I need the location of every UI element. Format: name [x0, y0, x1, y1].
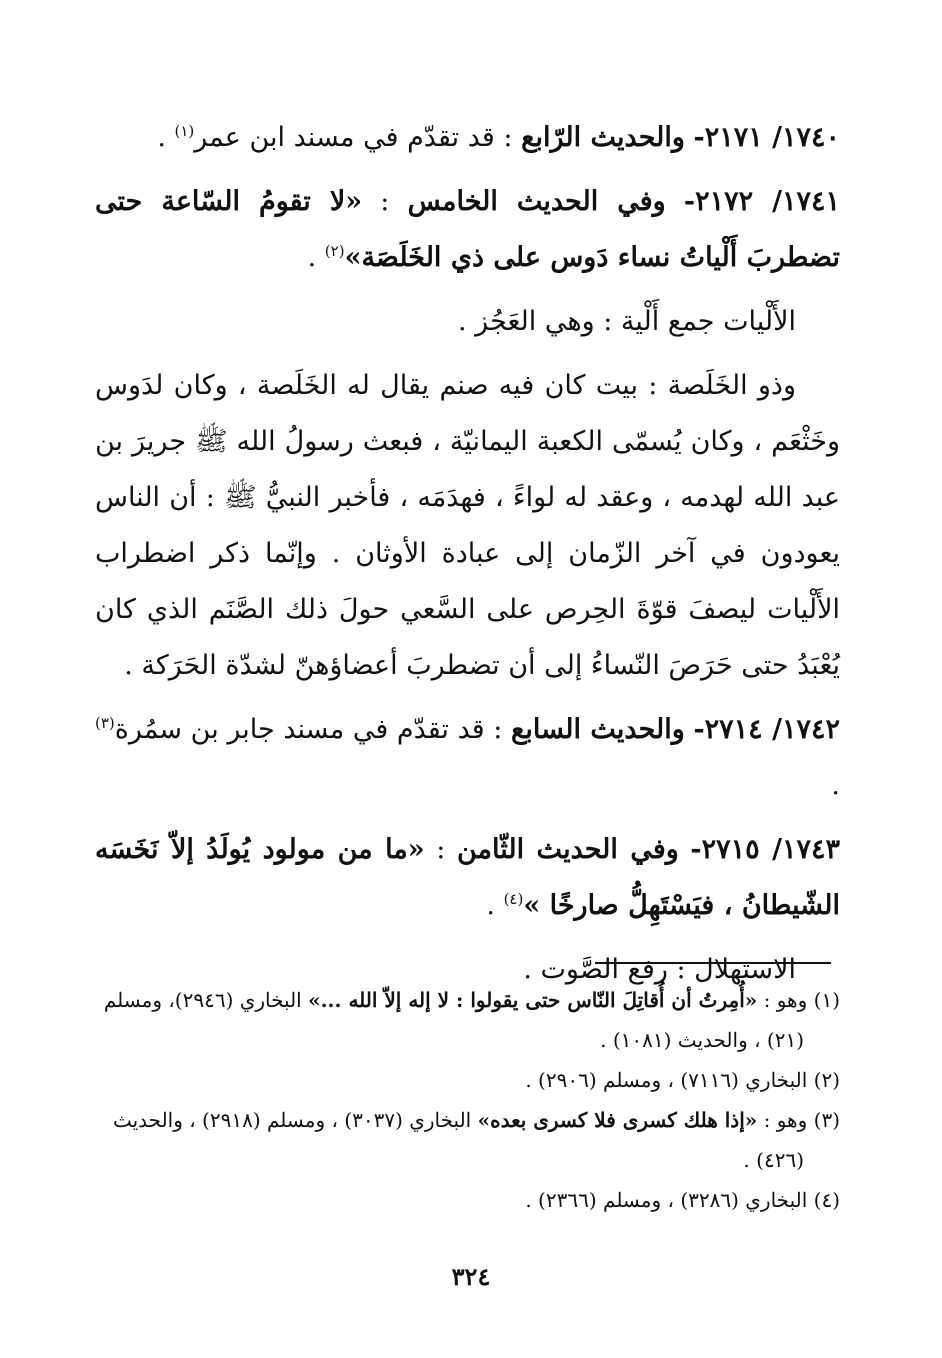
entry-end: .	[307, 242, 325, 273]
footnote-ref: (٣)	[95, 714, 115, 732]
hadith-quote: «لا تقومُ السّاعة حتى تضطربَ أَلْياتُ نساء دَوس على ذي الخَلَصَة»	[95, 186, 840, 273]
footnotes	[95, 980, 840, 1220]
main-text	[95, 110, 840, 998]
hadith-entry-1740	[95, 110, 840, 166]
entry-label: والحديث الرّابع	[521, 122, 685, 153]
entry-label: وفي الحديث الثّامن	[457, 834, 679, 865]
entry-text: : قد تقدّم في مسند ابن عمر	[194, 122, 513, 153]
footnote-text: البخاري (٣٢٨٦) ، ومسلم (٢٣٦٦) .	[525, 1188, 808, 1212]
entry-number: ١٧٤٢/ ٢٧١٤-	[693, 714, 840, 745]
footnote-divider	[595, 962, 831, 964]
footnote-ref: (١)	[174, 122, 195, 140]
entry-text: : قد تقدّم في مسند جابر بن سمُرة	[114, 714, 503, 745]
footnote-after: البخاري (٢٩٤٦)، ومسلم (٢١) ، والحديث (١٠٨١) .	[103, 988, 804, 1052]
gloss-alyat: الأَلْيات جمع أَلْية : وهي العَجُز .	[458, 306, 796, 337]
footnote-quote: «أُمِرتُ أن أُقاتِلَ النّاس حتى يقولوا : لا إله إلاّ الله ...»	[308, 988, 758, 1012]
commentary-paragraph: وذو الخَلَصة : بيت كان فيه صنم يقال له الخَلَصة ، وكان لدَوس وخَثْعَم ، وكان يُسمّى الكعبة اليمانيّة ، فبعث رسولُ الله ﷺ جريرَ بن عبد الله لهدمه ، وعقد له لواءً ، فهدَمَه ، فأخبر النبيُّ ﷺ : أن الناس يعودون في آخر الزّمان إلى عبادة الأوثان . وإنّما ذكر اضطراب الأَلْيات ليصفَ قوّةَ الحِرص على السَّعي حولَ ذلك الصَّنَم الذي كان يُعْبَدُ حتى حَرَصَ النّساءُ إلى أن تضطربَ أعضاؤهنّ لشدّة الحَرَكة .	[95, 370, 840, 681]
footnote-before: وهو :	[763, 1108, 808, 1132]
entry-end: .	[831, 770, 840, 801]
footnote-2	[95, 1060, 840, 1100]
footnote-quote: «إذا هلك كسرى فلا كسرى بعده»	[477, 1108, 758, 1132]
hadith-quote: «ما من مولود يُولَدُ إلاّ نَخَسَه الشّيطانُ ، فيَسْتَهِلُّ صارخًا »	[95, 834, 840, 921]
footnote-ref: (٤)	[503, 890, 524, 908]
entry-label: وفي الحديث الخامس	[407, 186, 666, 217]
footnote-marker: (٤)	[813, 1188, 840, 1212]
footnote-text: البخاري (٧١١٦) ، ومسلم (٢٩٠٦) .	[525, 1068, 808, 1092]
page-number: ٣٢٤	[451, 1262, 491, 1291]
footnote-after: البخاري (٣٠٣٧) ، ومسلم (٢٩١٨) ، والحديث (٤٢٦) .	[112, 1108, 804, 1172]
footnote-before: وهو :	[763, 988, 808, 1012]
footnote-marker: (١)	[813, 988, 840, 1012]
footnote-marker: (٢)	[813, 1068, 840, 1092]
entry-label: والحديث السابع	[511, 714, 685, 745]
footnote-3	[95, 1100, 840, 1180]
entry-number: ١٧٤٣/ ٢٧١٥-	[690, 834, 840, 865]
entry-end: .	[157, 122, 175, 153]
entry-separator: :	[380, 186, 390, 217]
hadith-entry-1741	[95, 174, 840, 286]
entry-number: ١٧٤١/ ٢١٧٢-	[683, 186, 840, 217]
footnote-ref: (٢)	[324, 242, 345, 260]
entry-number: ١٧٤٠/ ٢١٧١-	[693, 122, 840, 153]
entry-separator: :	[436, 834, 446, 865]
footnote-1	[95, 980, 840, 1060]
gloss-istihlal: الاستهلال : رفع الصَّوت .	[523, 954, 796, 985]
hadith-entry-1743	[95, 822, 840, 934]
entry-end: .	[486, 890, 504, 921]
hadith-entry-1742	[95, 702, 840, 814]
footnote-4	[95, 1180, 840, 1220]
footnote-marker: (٣)	[813, 1108, 840, 1132]
